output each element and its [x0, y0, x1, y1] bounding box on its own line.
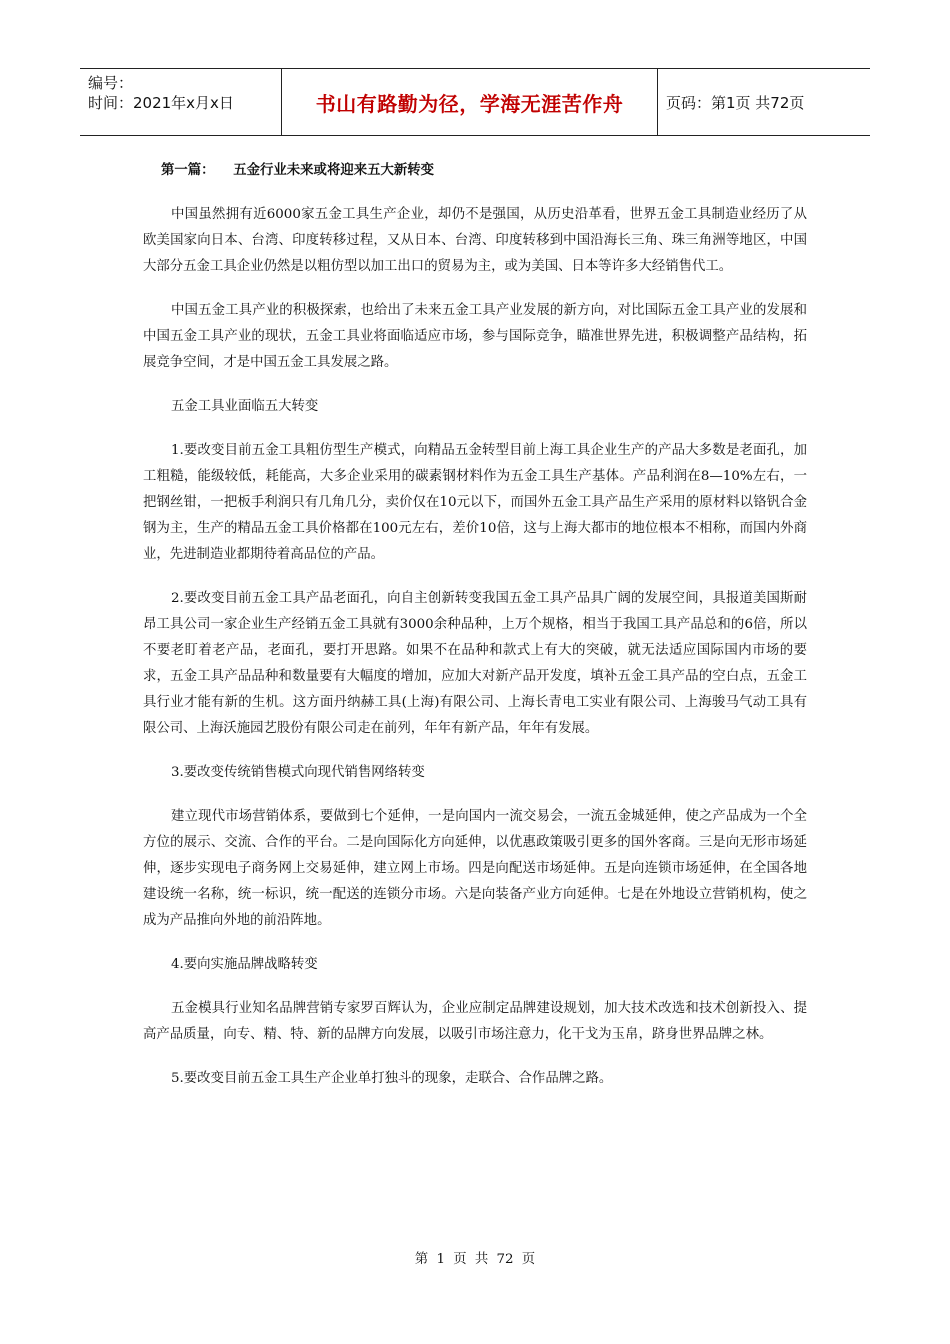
section-heading-change-4: 4.要向实施品牌战略转变 — [171, 957, 318, 972]
section-heading-five-changes: 五金工具业面临五大转变 — [171, 399, 319, 414]
section-heading-change-5: 5.要改变目前五金工具生产企业单打独斗的现象，走联合、合作品牌之路。 — [171, 1071, 613, 1086]
header-page-info: 页码：第1页 共72页 — [666, 93, 805, 112]
section-heading-change-3: 3.要改变传统销售模式向现代销售网络转变 — [171, 765, 425, 780]
document-time-label: 时间：2021年x月x日 — [88, 94, 234, 112]
article-title: 第一篇： 五金行业未来或将迎来五大新转变 — [161, 163, 435, 178]
paragraph-direction: 中国五金工具产业的积极探索，也给出了未来五金工具产业发展的新方向，对比国际五金工具产业的发展和中国五金工具产业的现状，五金工具业将面临适应市场，参与国际竞争，瞄准世界先进，积极调整产品结构，拓展竞争空间，才是中国五金工具发展之路。 — [143, 303, 807, 370]
page-header — [80, 68, 870, 136]
document-number-label: 编号： — [88, 74, 134, 92]
paragraph-change-3: 建立现代市场营销体系，要做到七个延伸，一是向国内一流交易会，一流五金城延伸，使之产品成为一个全方位的展示、交流、合作的平台。二是向国际化方向延伸，以优惠政策吸引更多的国外客商。三是向无形市场延伸，逐步实现电子商务网上交易延伸，建立网上市场。四是向配送市场延伸。五是向连锁市场延伸，在全国各地建设统一名称，统一标识，统一配送的连锁分市场。六是向装备产业方向延伸。七是在外地设立营销机构，使之成为产品推向外地的前沿阵地。 — [143, 809, 807, 928]
paragraph-change-1: 1.要改变目前五金工具粗仿型生产模式，向精品五金转型目前上海工具企业生产的产品大多数是老面孔，加工粗糙，能级较低，耗能高，大多企业采用的碳素钢材料作为五金工具生产基体。产品利润在8—10%左右，一把钢丝钳，一把板手利润只有几角几分，卖价仅在10元以下，而国外五金工具产品生产采用的原材料以铬钒合金钢为主，生产的精品五金工具价格都在100元左右，差价10倍，这与上海大都市的地位根本不相称，而国内外商业，先进制造业都期待着高品位的产品。 — [143, 443, 807, 562]
paragraph-intro: 中国虽然拥有近6000家五金工具生产企业，却仍不是强国，从历史沿革看，世界五金工具制造业经历了从欧美国家向日本、台湾、印度转移过程，又从日本、台湾、印度转移到中国沿海长三角、珠三角洲等地区，中国大部分五金工具企业仍然是以粗仿型以加工出口的贸易为主，或为美国、日本等许多大经销售代工。 — [143, 207, 807, 274]
page-footer: 第 1 页 共 72 页 — [414, 1252, 536, 1267]
paragraph-change-2: 2.要改变目前五金工具产品老面孔，向自主创新转变我国五金工具产品具广阔的发展空间，具报道美国斯耐昂工具公司一家企业生产经销五金工具就有3000余种品种，上万个规格，相当于我国工具产品总和的6倍，所以不要老盯着老产品，老面孔，要打开思路。如果不在品种和款式上有大的突破，就无法适应国际国内市场的要求，五金工具产品品种和数量要有大幅度的增加，应加大对新产品开发度，填补五金工具产品的空白点，五金工具行业才能有新的生机。这方面丹纳赫工具(上海)有限公司、上海长青电工实业有限公司、上海骏马气动工具有限公司、上海沃施园艺股份有限公司走在前列，年年有新产品，年年有发展。 — [143, 591, 807, 736]
article-body — [143, 158, 807, 1110]
header-motto: 书山有路勤为径，学海无涯苦作舟 — [282, 69, 658, 135]
paragraph-change-4: 五金模具行业知名品牌营销专家罗百辉认为，企业应制定品牌建设规划，加大技术改选和技术创新投入、提高产品质量，向专、精、特、新的品牌方向发展，以吸引市场注意力，化干戈为玉帛，跻身世界品牌之林。 — [143, 1001, 807, 1042]
header-meta — [80, 69, 282, 135]
